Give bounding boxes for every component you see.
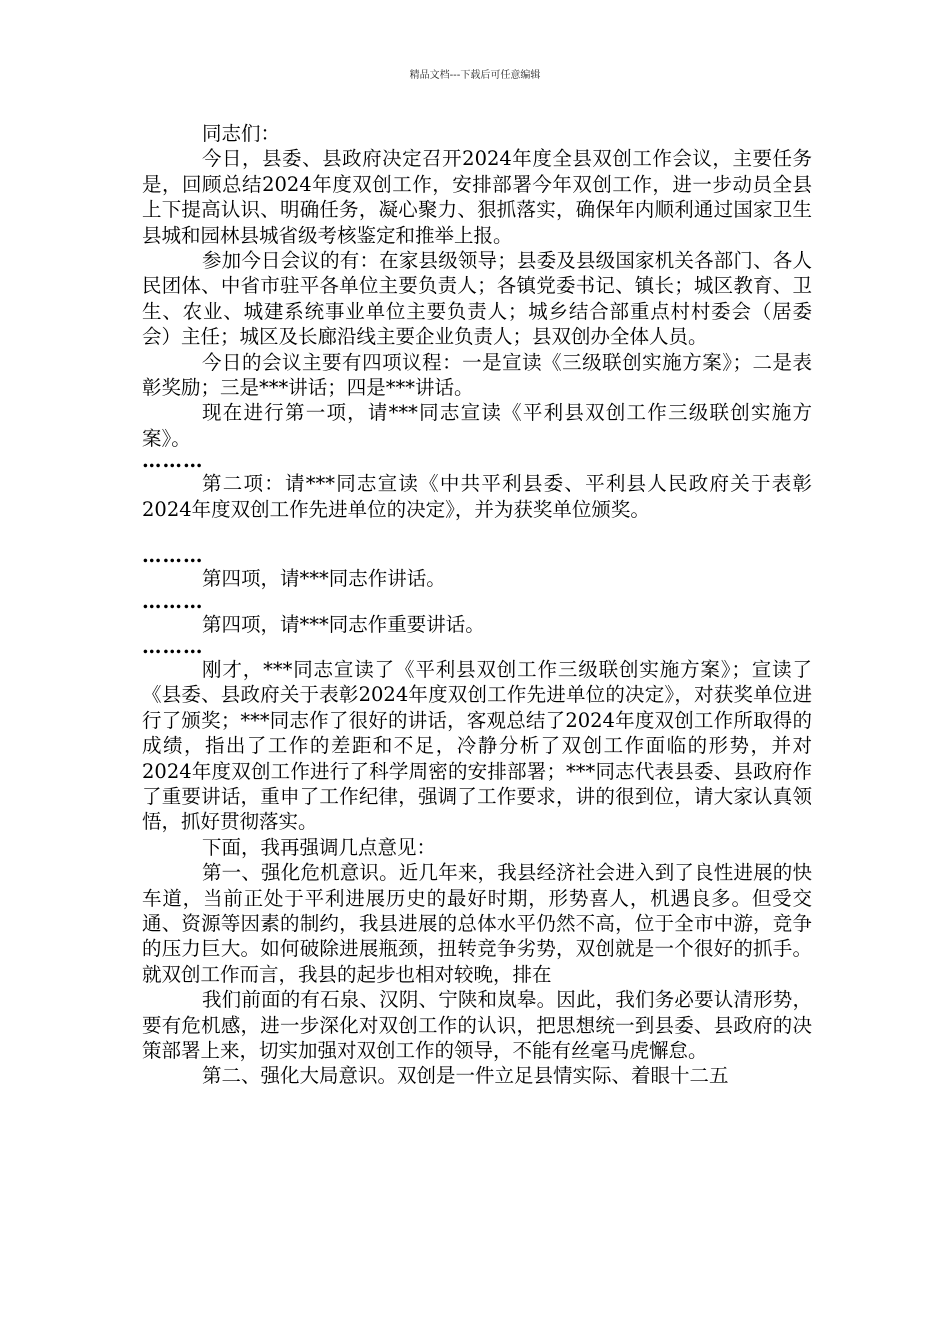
page-header: 精品文档---下载后可任意编辑: [409, 70, 541, 81]
paragraph: 第二、强化大局意识。双创是一件立足县情实际、着眼十二五: [202, 1064, 729, 1088]
ellipsis-separator: ………: [142, 589, 204, 613]
paragraph: 今日的会议主要有四项议程：一是宣读《三级联创实施方案》；二是表彰奖励；三是***讲话；四是***讲话。: [142, 350, 812, 400]
paragraph: 第二项：请***同志宣读《中共平利县委、平利县人民政府关于表彰2024年度双创工作先进单位的决定》，并为获奖单位颁奖。: [142, 472, 812, 521]
ellipsis-separator: ………: [142, 544, 204, 568]
paragraph: 第一、强化危机意识。近几年来，我县经济社会进入到了良性进展的快车道，当前正处于平利进展历史的最好时期，形势喜人，机遇良多。但受交通、资源等因素的制约，我县进展的总体水平仍然不高，位于全市中游，竞争的压力巨大。如何破除进展瓶颈，扭转竞争劣势，双创就是一个很好的抓手。就双创工作而言，我县的起步也相对较晚，排在: [142, 861, 812, 986]
paragraph: 第四项，请***同志作讲话。: [202, 567, 446, 591]
greeting: 同志们：: [202, 122, 281, 145]
ellipsis-separator: ………: [142, 449, 204, 473]
paragraph: 现在进行第一项，请***同志宣读《平利县双创工作三级联创实施方案》。: [142, 401, 812, 450]
paragraph: 今日，县委、县政府决定召开2024年度全县双创工作会议，主要任务是，回顾总结2024年度双创工作，安排部署今年双创工作，进一步动员全县上下提高认识、明确任务，凝心聚力、狠抓落实，确保年内顺利通过国家卫生县城和园林县城省级考核鉴定和推举上报。: [142, 147, 812, 247]
blank-line: [142, 522, 812, 546]
ellipsis-separator: ………: [142, 634, 204, 658]
paragraph: 下面，我再强调几点意见：: [202, 835, 437, 859]
paragraph: 参加今日会议的有：在家县级领导；县委及县级国家机关各部门、各人民团体、中省市驻平各单位主要负责人；各镇党委书记、镇长；城区教育、卫生、农业、城建系统事业单位主要负责人；城乡结合部重点村村委会（居委会）主任；城区及长廊沿线主要企业负责人；县双创办全体人员。: [142, 249, 812, 349]
paragraph: 我们前面的有石泉、汉阴、宁陕和岚皋。因此，我们务必要认清形势，要有危机感，进一步深化对双创工作的认识，把思想统一到县委、县政府的决策部署上来，切实加强对双创工作的领导，不能有丝毫马虎懈怠。: [142, 988, 812, 1062]
paragraph: 刚才，***同志宣读了《平利县双创工作三级联创实施方案》；宣读了《县委、县政府关于表彰2024年度双创工作先进单位的决定》，对获奖单位进行了颁奖；***同志作了很好的讲话，客观总结了2024年度双创工作所取得的成绩，指出了工作的差距和不足，冷静分析了双创工作面临的形势，并对2024年度双创工作进行了科学周密的安排部署；***同志代表县委、县政府作了重要讲话，重申了工作纪律，强调了工作要求，讲的很到位，请大家认真领悟，抓好贯彻落实。: [142, 657, 812, 834]
paragraph: 第四项，请***同志作重要讲话。: [202, 612, 485, 636]
document-body: [142, 121, 812, 1089]
